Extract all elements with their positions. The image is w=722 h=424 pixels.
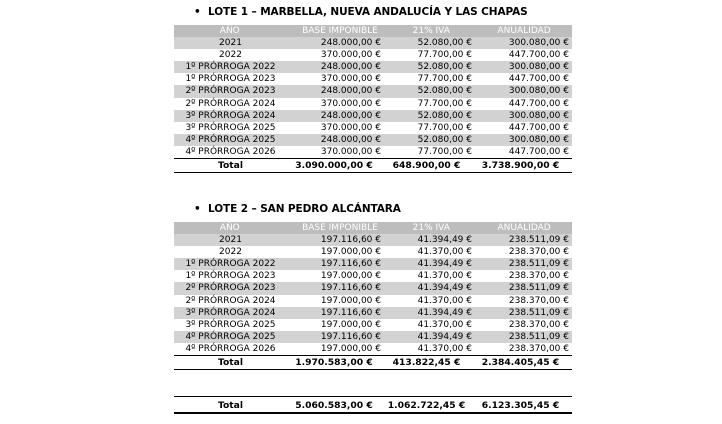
table-row	[174, 122, 572, 134]
year-cell: 3º PRÓRROGA 2025	[185, 319, 276, 330]
anualidad-cell: 300.080,00 €	[508, 110, 569, 121]
anualidad-cell: 447.700,00 €	[508, 122, 569, 133]
anualidad-cell: 447.700,00 €	[508, 146, 569, 157]
anualidad-cell: 238.511,09 €	[508, 331, 569, 342]
grand-total-label: Total	[217, 400, 244, 411]
year-cell: 4º PRÓRROGA 2025	[185, 134, 276, 145]
year-cell: 2º PRÓRROGA 2023	[185, 86, 276, 97]
table-row	[174, 98, 572, 110]
anualidad-cell: 238.370,00 €	[508, 247, 569, 258]
anualidad-cell: 447.700,00 €	[508, 98, 569, 109]
header-base: BASE IMPONIBLE	[302, 223, 378, 233]
year-cell: 4º PRÓRROGA 2026	[185, 343, 276, 354]
year-cell: 3º PRÓRROGA 2024	[185, 110, 276, 121]
table-row	[174, 134, 572, 146]
anualidad-cell: 300.080,00 €	[508, 38, 569, 49]
table-row	[174, 295, 572, 307]
base-cell: 370.000,00 €	[320, 50, 381, 61]
lot2-title: LOTE 2 – SAN PEDRO ALCÁNTARA	[208, 203, 401, 215]
iva-cell: 41.394,49 €	[417, 307, 472, 318]
iva-cell: 41.370,00 €	[417, 319, 472, 330]
anualidad-cell: 238.370,00 €	[508, 319, 569, 330]
iva-cell: 52.080,00 €	[417, 62, 472, 73]
anualidad-cell: 238.511,09 €	[508, 235, 569, 246]
anualidad-cell: 238.370,00 €	[508, 295, 569, 306]
table-row	[174, 282, 572, 294]
anualidad-cell: 238.511,09 €	[508, 307, 569, 318]
base-cell: 370.000,00 €	[320, 146, 381, 157]
anualidad-cell: 300.080,00 €	[508, 86, 569, 97]
table-row	[174, 307, 572, 319]
anualidad-cell: 447.700,00 €	[508, 74, 569, 85]
iva-cell: 77.700,00 €	[417, 74, 472, 85]
base-cell: 197.000,00 €	[320, 319, 381, 330]
table-row	[174, 343, 572, 355]
iva-cell: 52.080,00 €	[417, 38, 472, 49]
header-base: BASE IMPONIBLE	[302, 26, 378, 36]
header-anualidad: ANUALIDAD	[497, 26, 551, 36]
base-cell: 370.000,00 €	[320, 122, 381, 133]
header-iva: 21% IVA	[412, 26, 450, 36]
year-cell: 1º PRÓRROGA 2022	[185, 259, 276, 270]
table-row	[174, 73, 572, 85]
base-cell: 197.116,60 €	[320, 307, 381, 318]
lot1-title: LOTE 1 – MARBELLA, NUEVA ANDALUCÍA Y LAS CHAPAS	[208, 6, 528, 18]
total-anualidad: 3.738.900,00 €	[481, 160, 560, 172]
iva-cell: 41.370,00 €	[417, 271, 472, 282]
total-iva: 413.822,45 €	[392, 357, 461, 369]
year-cell: 1º PRÓRROGA 2022	[185, 62, 276, 73]
table-row	[174, 85, 572, 97]
anualidad-cell: 238.511,09 €	[508, 283, 569, 294]
grand-total-anualidad: 6.123.305,45 €	[481, 400, 560, 411]
year-cell: 4º PRÓRROGA 2026	[185, 146, 276, 157]
total-row	[174, 355, 572, 370]
bullet-icon: •	[194, 6, 201, 18]
table-row	[174, 49, 572, 61]
total-base: 1.970.583,00 €	[295, 357, 373, 369]
year-cell: 1º PRÓRROGA 2023	[185, 74, 276, 85]
year-cell: 3º PRÓRROGA 2024	[185, 307, 276, 318]
iva-cell: 77.700,00 €	[417, 50, 472, 61]
year-cell: 2022	[219, 50, 242, 61]
anualidad-cell: 238.370,00 €	[508, 343, 569, 354]
base-cell: 370.000,00 €	[320, 98, 381, 109]
base-cell: 197.116,60 €	[320, 331, 381, 342]
iva-cell: 52.080,00 €	[417, 110, 472, 121]
header-ano: AÑO	[219, 26, 240, 36]
year-cell: 2022	[219, 247, 242, 258]
header-anualidad: ANUALIDAD	[497, 223, 551, 233]
table-row	[174, 258, 572, 270]
bullet-icon: •	[194, 203, 201, 215]
base-cell: 197.116,60 €	[320, 235, 381, 246]
table-row	[174, 331, 572, 343]
iva-cell: 41.370,00 €	[417, 247, 472, 258]
base-cell: 197.000,00 €	[320, 247, 381, 258]
iva-cell: 41.394,49 €	[417, 283, 472, 294]
base-cell: 197.000,00 €	[320, 343, 381, 354]
anualidad-cell: 238.511,09 €	[508, 259, 569, 270]
table-row	[174, 246, 572, 258]
anualidad-cell: 300.080,00 €	[508, 134, 569, 145]
lot1-table	[174, 25, 572, 173]
year-cell: 2021	[219, 235, 242, 246]
header-iva: 21% IVA	[412, 223, 450, 233]
grand-total-iva: 1.062.722,45 €	[387, 400, 466, 411]
header-ano: AÑO	[219, 223, 240, 233]
grand-total-row	[174, 396, 572, 414]
base-cell: 248.000,00 €	[320, 134, 381, 145]
lot1-heading	[194, 6, 528, 18]
iva-cell: 41.394,49 €	[417, 259, 472, 270]
table-row	[174, 61, 572, 73]
table-row	[174, 270, 572, 282]
lot2-table	[174, 222, 572, 370]
table-row	[174, 37, 572, 49]
grand-total-base: 5.060.583,00 €	[295, 400, 373, 411]
lot2-heading	[194, 203, 401, 215]
base-cell: 370.000,00 €	[320, 74, 381, 85]
iva-cell: 41.370,00 €	[417, 343, 472, 354]
anualidad-cell: 300.080,00 €	[508, 62, 569, 73]
total-row	[174, 158, 572, 173]
total-base: 3.090.000,00 €	[295, 160, 373, 172]
base-cell: 248.000,00 €	[320, 62, 381, 73]
year-cell: 4º PRÓRROGA 2025	[185, 331, 276, 342]
total-label: Total	[217, 357, 244, 369]
table-row	[174, 110, 572, 122]
iva-cell: 77.700,00 €	[417, 146, 472, 157]
total-anualidad: 2.384.405,45 €	[481, 357, 560, 369]
year-cell: 1º PRÓRROGA 2023	[185, 271, 276, 282]
anualidad-cell: 447.700,00 €	[508, 50, 569, 61]
year-cell: 2º PRÓRROGA 2024	[185, 98, 276, 109]
year-cell: 2º PRÓRROGA 2024	[185, 295, 276, 306]
iva-cell: 52.080,00 €	[417, 134, 472, 145]
table-row	[174, 319, 572, 331]
iva-cell: 41.394,49 €	[417, 235, 472, 246]
anualidad-cell: 238.370,00 €	[508, 271, 569, 282]
base-cell: 197.000,00 €	[320, 271, 381, 282]
table-header-row	[174, 222, 572, 234]
table-row	[174, 234, 572, 246]
base-cell: 197.116,60 €	[320, 283, 381, 294]
base-cell: 248.000,00 €	[320, 86, 381, 97]
total-label: Total	[217, 160, 244, 172]
iva-cell: 77.700,00 €	[417, 122, 472, 133]
table-row	[174, 146, 572, 158]
year-cell: 2º PRÓRROGA 2023	[185, 283, 276, 294]
base-cell: 197.000,00 €	[320, 295, 381, 306]
base-cell: 248.000,00 €	[320, 38, 381, 49]
total-iva: 648.900,00 €	[392, 160, 461, 172]
base-cell: 248.000,00 €	[320, 110, 381, 121]
iva-cell: 41.394,49 €	[417, 331, 472, 342]
iva-cell: 52.080,00 €	[417, 86, 472, 97]
base-cell: 197.116,60 €	[320, 259, 381, 270]
table-header-row	[174, 25, 572, 37]
iva-cell: 77.700,00 €	[417, 98, 472, 109]
iva-cell: 41.370,00 €	[417, 295, 472, 306]
year-cell: 2021	[219, 38, 242, 49]
year-cell: 3º PRÓRROGA 2025	[185, 122, 276, 133]
